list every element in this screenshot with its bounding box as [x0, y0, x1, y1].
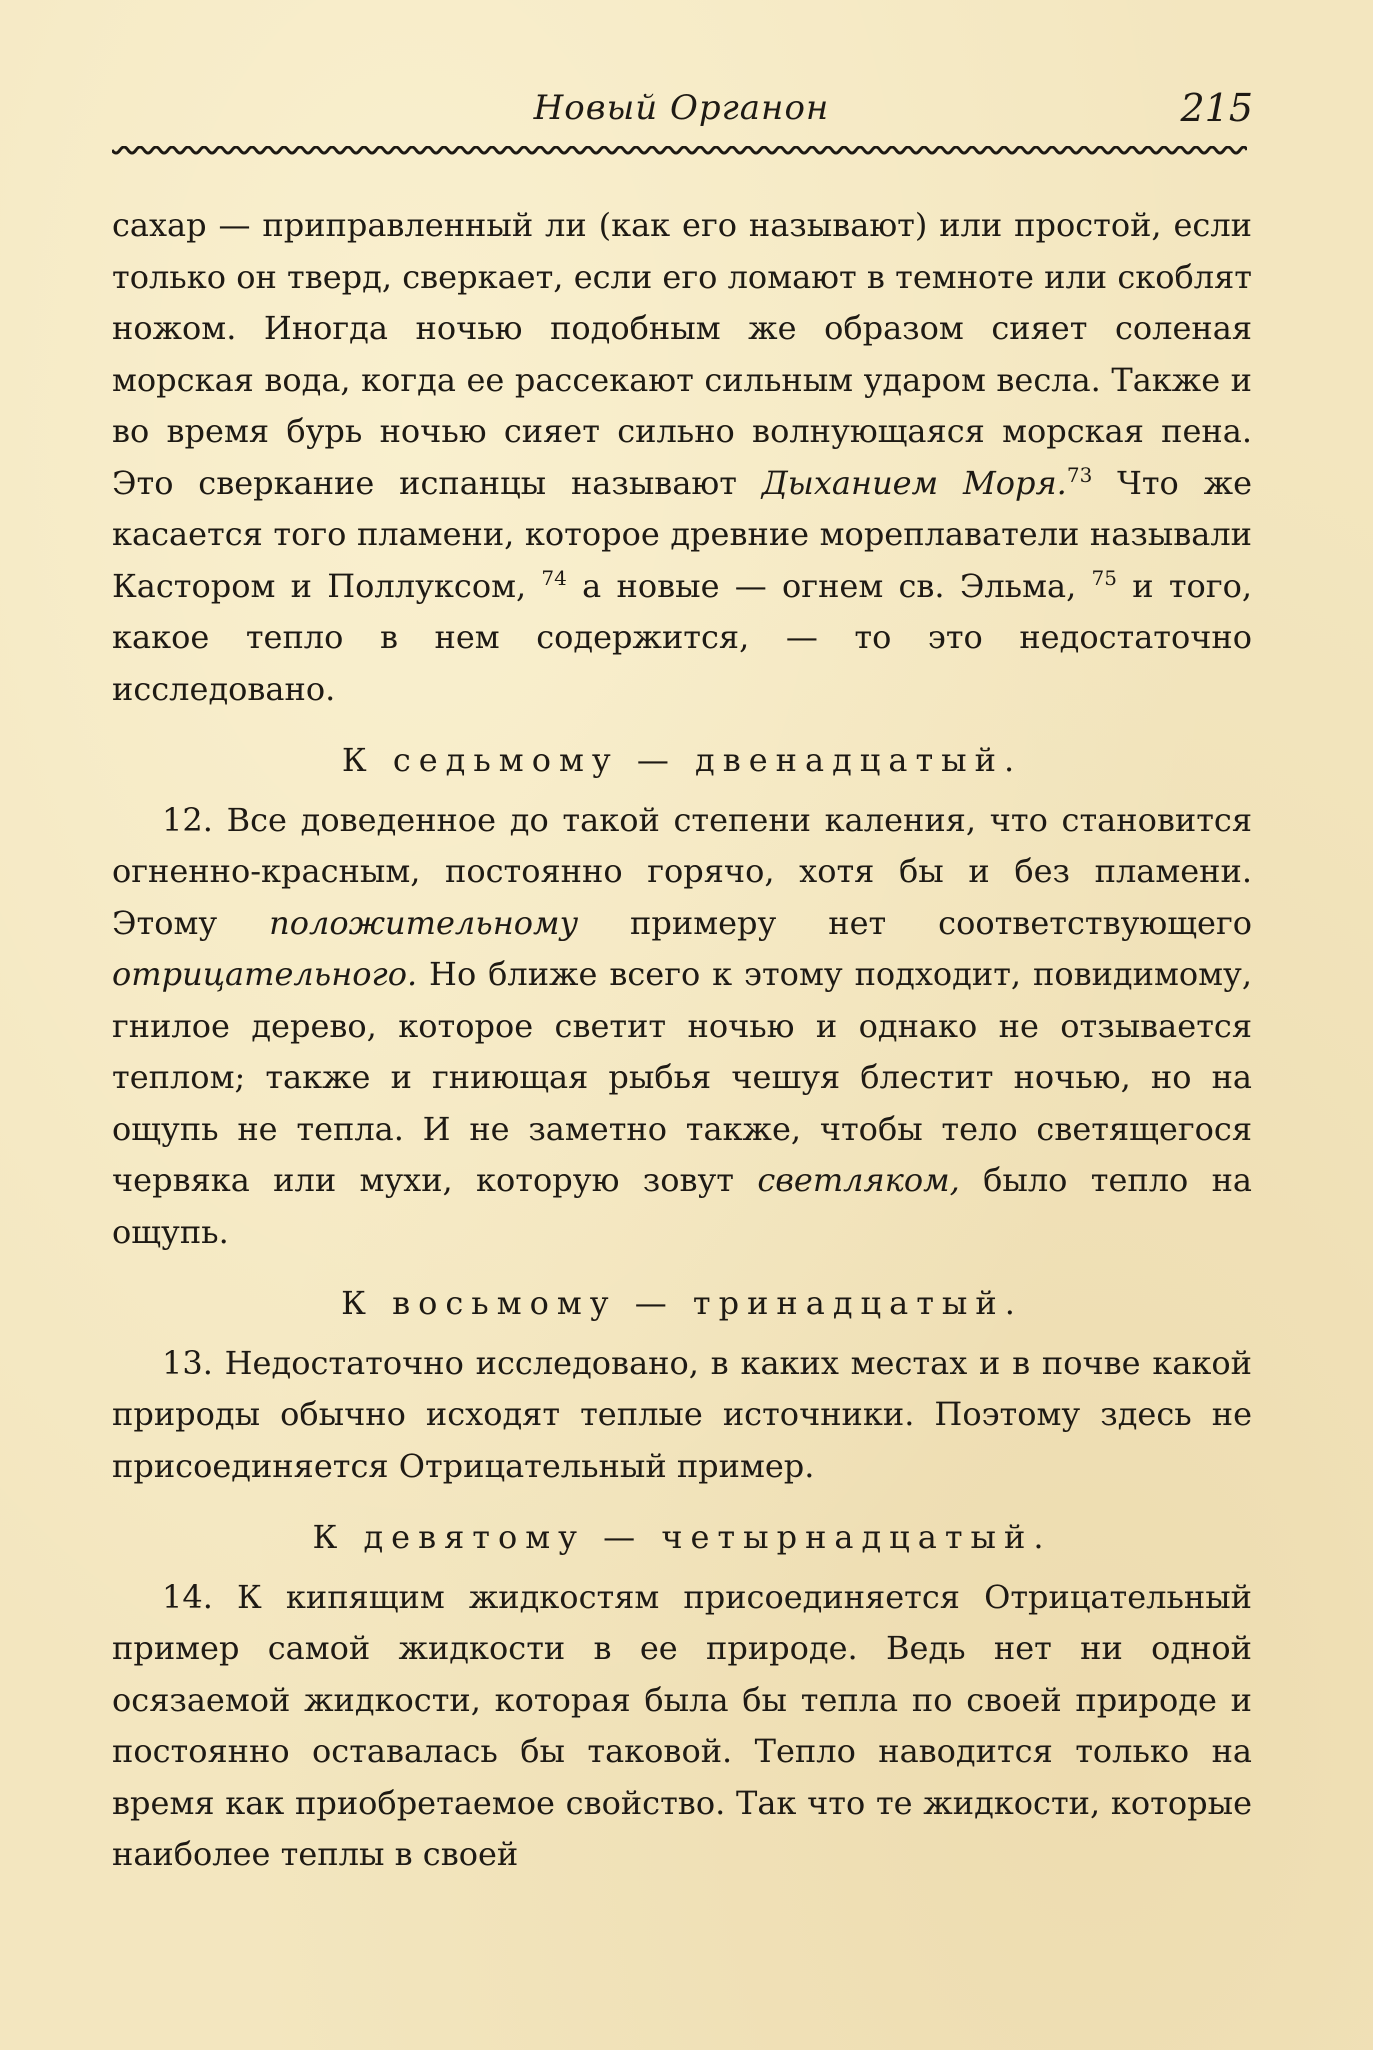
text-run: Но ближе всего к этому подходит, повидимому, гнилое дерево, которое светит ночью и однако не отзывается теплом; также и гниющая рыбья чешуя блестит ночью, но на ощупь не тепла. И не заметно также, чтобы тело светящегося червяка или мухи, которую зовут	[112, 955, 1252, 1199]
text-run: сахар — приправленный ли (как его называют) или простой, если только он тверд, сверкает, если его ломают в темноте или скоблят ножом. Иногда ночью подобным же образом сияет соленая морская вода, когда ее рассекают сильным ударом весла. Также и во время бурь ночью сияет сильно волнующаяся морская пена. Это сверкание испанцы называют	[112, 206, 1252, 502]
section-heading: К седьмому — двенадцатый.	[341, 741, 1023, 779]
footnote-ref: 75	[1091, 565, 1117, 590]
text-run: примеру нет соответствующего	[578, 903, 1253, 942]
paragraph-13: 13. Недостаточно исследовано, в каких местах и в почве какой природы обычно исходят теплые источники. Поэтому здесь не присоединяется Отрицательный пример.	[112, 1343, 1252, 1485]
text-run: 12. Все доведенное до такой степени каления, что становится огненно-красным, постоянно горячо, хотя бы и без пламени. Этому	[112, 800, 1252, 942]
page-number: 215	[1180, 86, 1253, 130]
italic-term: положительному	[269, 903, 579, 942]
text-run: было тепло на ощупь.	[112, 1161, 1253, 1251]
footnote-ref: 74	[541, 565, 567, 590]
section-heading: К восьмому — тринадцатый.	[341, 1284, 1023, 1322]
italic-term: отрицательного.	[112, 955, 418, 993]
body-text	[112, 200, 1252, 1881]
decorative-wavy-rule	[112, 146, 1247, 158]
text-run: Что же касается того пламени, которое древние мореплаватели называли Кастором и Поллуксом,	[112, 463, 1253, 605]
running-head-title: Новый Органон	[533, 88, 830, 128]
paragraph-14: 14. К кипящим жидкостям присоединяется Отрицательный пример самой жидкости в ее природе. Ведь нет ни одной осязаемой жидкости, которая была бы тепла по своей природе и постоянно оставалась бы таковой. Тепло наводится только на время как приобретаемое свойство. Так что те жидкости, которые наиболее теплы в своей	[112, 1577, 1252, 1873]
footnote-ref: 73	[1066, 462, 1093, 487]
section-heading: К девятому — четырнадцатый.	[312, 1518, 1052, 1556]
text-run: и того, какое тепло в нем содержится, — то это недостаточно исследовано.	[112, 566, 1253, 708]
text-run: а новые — огнем св. Эльма,	[566, 566, 1092, 605]
paragraph-continuation	[112, 200, 1252, 715]
italic-term: светляком,	[757, 1161, 960, 1199]
running-head	[110, 88, 1253, 148]
paragraph-12	[112, 795, 1252, 1259]
italic-term: Дыханием Моря.	[761, 463, 1067, 502]
